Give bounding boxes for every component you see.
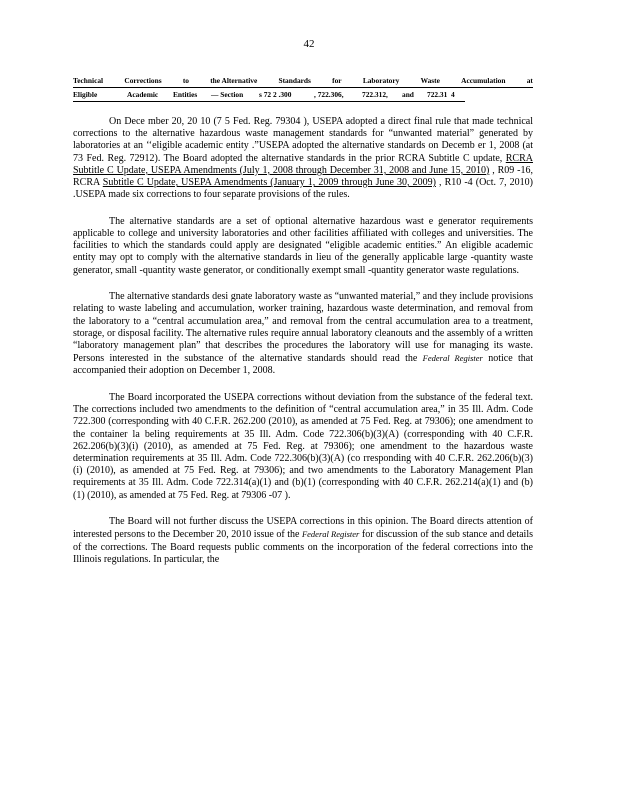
paragraph-text: The alternative standards desi gnate laboratory waste as “unwanted material,” and they include provisions relating to waste labeling and accumulation, worker training, hazardous waste determination, and removal from the laboratory to a “central accumulation area,” and removal from the central accumulation area to a treatment, storage, or disposal facility. The alternative rules require annual laboratory cleanouts and the assembly of a written “laboratory management plan” that describes the procedures the laboratory will use for managing its waste. Persons interested in the substance of the alternative standards should read the bbox=[73, 291, 533, 365]
heading-word: Laboratory bbox=[362, 76, 400, 85]
heading-word: to bbox=[182, 76, 189, 85]
paragraph-5 bbox=[73, 516, 533, 566]
heading-word: Standards bbox=[278, 76, 311, 85]
heading-word: at bbox=[526, 76, 533, 85]
paragraph-1 bbox=[73, 116, 533, 201]
citation-underlined: RCRA Subtitle C Update, USEPA Amendments (July 1, 2008 through December 31, 2008 and June 15, 2010) bbox=[73, 152, 533, 176]
paragraph-text: notice that accompanied their adoption on December 1, 2008. bbox=[73, 353, 534, 377]
paragraph-text: , R09 -16, RCRA bbox=[73, 164, 534, 189]
heading-word: Academic bbox=[127, 90, 159, 99]
heading-line-1 bbox=[73, 74, 533, 88]
heading-word: Waste bbox=[420, 76, 440, 85]
heading-word: 722.312, bbox=[362, 90, 388, 99]
citation-underlined: Subtitle C Update, USEPA Amendments (January 1, 2009 through June 30, 2009) bbox=[102, 177, 436, 189]
heading-word: s 72 2 .300 bbox=[259, 90, 292, 99]
paragraph-4 bbox=[73, 392, 533, 502]
heading-word: the Alternative bbox=[210, 76, 258, 85]
heading-word: Technical bbox=[73, 76, 104, 85]
heading-word: and bbox=[402, 90, 414, 99]
paragraph-text: , R10 -4 (Oct. 7, 2010) .USEPA made six corrections to four separate provisions of the rules. bbox=[73, 177, 533, 201]
paragraph-2 bbox=[73, 216, 533, 277]
paragraph-text: for discussion of the sub stance and details of the corrections. The Board requests public comments on the incorporation of the federal corrections into the Illinois regulations. In particular, the bbox=[73, 529, 533, 565]
federal-register-italic: Federal Register bbox=[422, 353, 483, 364]
heading-word: Entities bbox=[173, 90, 198, 99]
paragraph-text: The Board incorporated the USEPA corrections without deviation from the substance of the federal text. The corrections included two amendments to the definition of “central accumulation area,” in 35 Ill. Adm. Code 722.300 (corresponding with 40 C.F.R. 262.200 (2010), as amended at 75 Fed. Reg. at 79306); one amendment to the container la beling requirements at 35 Ill. Adm. Code 722.306(b)(3)(A) (corresponding with 40 C.F.R. 262.206(b)(3)(i) (2010), as amended at 75 Fed. Reg. at 79306); one amendment to the hazardous waste determination requirements at 35 Ill. Adm. Code 722.306(b)(3)(A) (co rresponding with 40 C.F.R. 262.206(b)(3)(i) (2010), as amended at 75 Fed. Reg. at 79306); and two amendments to the Laboratory Management Plan requirements at 35 Ill. Adm. Code 722.314(a)(1) and (b)(1) (corresponding with 40 C.F.R. 262.214(a)(1) and (b)(1) (2010), as amended at 75 Fed. Reg. at 79306 -07 ). bbox=[73, 392, 533, 501]
paragraph-text: The Board will not further discuss the USEPA corrections in this opinion. The Board directs attention of interested persons to the December 20, 2010 issue of the bbox=[73, 516, 533, 541]
heading-word: , 722.306, bbox=[314, 90, 344, 99]
heading-word: for bbox=[332, 76, 342, 85]
paragraph-text: On Dece mber 20, 20 10 (7 5 Fed. Reg. 79304 ), USEPA adopted a direct final rule that made technical corrections to the alternative hazardous waste management standards for “unwanted material” generated by laboratories at an ‘‘eligible academic entity .”USEPA adopted the alternative standards on Decemb er 1, 2008 (at 73 Fed. Reg. 72912). The Board adopted the alternative standards in the prior RCRA Subtitle C update, bbox=[73, 116, 533, 164]
heading-word: Corrections bbox=[124, 76, 162, 85]
paragraph-text: The alternative standards are a set of optional alternative hazardous wast e generator requirements applicable to college and university laboratories and other facilities affiliated with colleges and universities. The facilities to which the standards could apply are designated “eligible academic entities.” An eligible academic entity may opt to comply with the alternative standards in lieu of the generally applicable large -quantity waste generator, small -quantity waste generator, or conditionally exempt small -quantity generator waste regulations. bbox=[73, 215, 533, 276]
heading-word: 4 bbox=[451, 90, 455, 99]
heading-word: Eligible bbox=[73, 90, 98, 99]
heading-line-2 bbox=[73, 88, 465, 102]
section-heading bbox=[73, 74, 533, 102]
federal-register-italic: Federal Register bbox=[301, 529, 360, 540]
document-body bbox=[73, 116, 533, 580]
heading-word: Accumulation bbox=[461, 76, 506, 85]
page-number: 42 bbox=[303, 38, 315, 50]
paragraph-3 bbox=[73, 291, 533, 377]
heading-word: — Section bbox=[211, 90, 244, 99]
heading-word: 722.31 bbox=[427, 90, 448, 99]
